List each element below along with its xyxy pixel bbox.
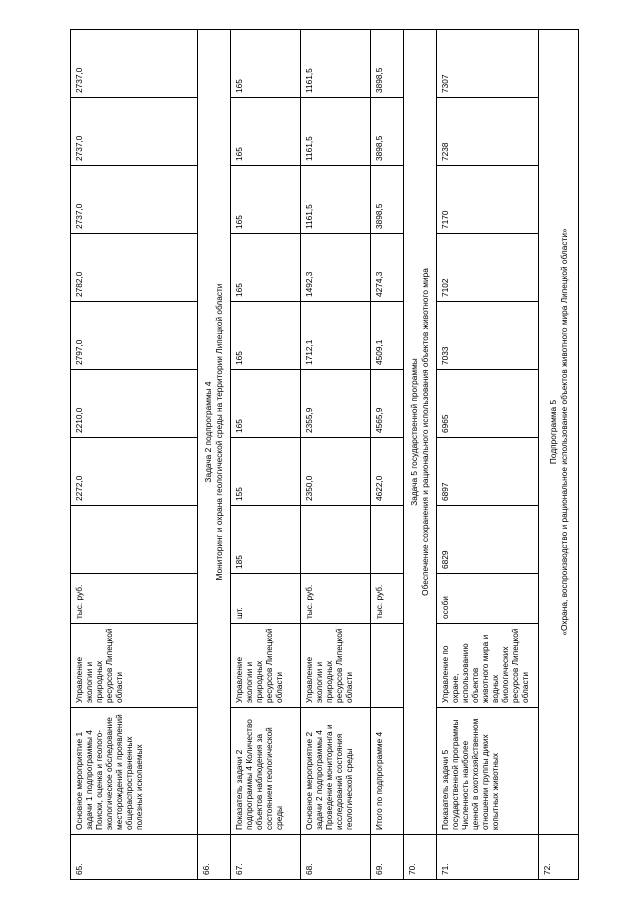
unit-of-measure: особи — [437, 574, 539, 624]
responsible-executor: Управление экологии и природных ресурсов Липецкой области — [231, 624, 301, 708]
year-value-cell: 165 — [231, 30, 301, 98]
year-value-cell: 185 — [231, 506, 301, 574]
year-value-cell: 4274,3 — [371, 234, 404, 302]
table-row — [198, 30, 231, 880]
year-value-cell: 1161,5 — [301, 166, 371, 234]
year-value-cell: 7033 — [437, 302, 539, 370]
year-value-cell: 2797,0 — [71, 302, 198, 370]
table-row — [539, 30, 579, 880]
indicators-table — [70, 29, 579, 880]
year-value-cell: 2272,0 — [71, 438, 198, 506]
year-value-cell: 2210,0 — [71, 370, 198, 438]
section-heading-line: Подпрограмма 5 — [547, 399, 558, 465]
unit-of-measure: тыс. руб. — [71, 574, 198, 624]
year-value-cell: 2350,0 — [301, 438, 371, 506]
year-value-cell: 165 — [231, 302, 301, 370]
year-value-cell: 6897 — [437, 438, 539, 506]
year-value-cell — [71, 506, 198, 574]
section-heading — [198, 30, 231, 835]
year-value-cell: 6965 — [437, 370, 539, 438]
year-value-cell — [301, 506, 371, 574]
year-value-cell: 165 — [231, 370, 301, 438]
year-value-cell: 165 — [231, 98, 301, 166]
indicator-name: Показатель задачи 5 государственной программы Численность наиболее ценной в охотхозяйственном отношении группы диких копытных животных — [437, 708, 539, 835]
responsible-executor — [371, 624, 404, 708]
year-value-cell: 4622,0 — [371, 438, 404, 506]
section-heading-line: Обеспечение сохранения и рационального использования объектов животного мира — [420, 268, 430, 596]
year-value-cell: 7307 — [437, 30, 539, 98]
year-value-cell: 155 — [231, 438, 301, 506]
indicator-name: Показатель задачи 2 подпрограммы 4 Количество объектов наблюдения за состоянием геологической среды — [231, 708, 301, 835]
indicator-name: Основное мероприятие 2 задачи 2 подпрограммы 4 Проведение мониторинга и исследований состояния геологической среды — [301, 708, 371, 835]
year-value-cell: 2737,0 — [71, 30, 198, 98]
year-value-cell: 7238 — [437, 98, 539, 166]
rotated-table-page — [70, 30, 640, 880]
responsible-executor: Управление экологии и природных ресурсов Липецкой области — [301, 624, 371, 708]
year-value-cell: 2782,0 — [71, 234, 198, 302]
row-number: 70. — [404, 835, 437, 880]
row-number: 69. — [371, 835, 404, 880]
table-row — [371, 30, 404, 880]
section-heading-line: Мониторинг и охрана геологической среды на территории Липецкой области — [214, 283, 224, 581]
row-number: 67. — [231, 835, 301, 880]
year-value-cell: 2737,0 — [71, 98, 198, 166]
unit-of-measure: тыс. руб. — [301, 574, 371, 624]
unit-of-measure: шт. — [231, 574, 301, 624]
section-heading-line: Задача 5 государственной программы — [409, 358, 419, 506]
year-value-cell: 165 — [231, 234, 301, 302]
year-value-cell: 3898,5 — [371, 30, 404, 98]
table-row — [437, 30, 539, 880]
year-value-cell: 1161,5 — [301, 30, 371, 98]
table-body — [71, 30, 579, 880]
responsible-executor: Управление экологии и природных ресурсов Липецкой области — [71, 624, 198, 708]
row-number: 65. — [71, 835, 198, 880]
year-value-cell: 4509,1 — [371, 302, 404, 370]
year-value-cell: 2355,9 — [301, 370, 371, 438]
year-value-cell: 7102 — [437, 234, 539, 302]
row-number: 72. — [539, 835, 579, 880]
row-number: 71. — [437, 835, 539, 880]
section-heading — [539, 30, 579, 835]
unit-of-measure: тыс. руб. — [371, 574, 404, 624]
table-row — [404, 30, 437, 880]
year-value-cell — [371, 506, 404, 574]
year-value-cell: 1712,1 — [301, 302, 371, 370]
table-row — [231, 30, 301, 880]
section-heading-line: «Охрана, воспроизводство и рациональное использование объектов животного мира Липецкой области» — [558, 228, 569, 636]
section-heading-line: Задача 2 подпрограммы 4 — [203, 381, 213, 483]
row-number: 68. — [301, 835, 371, 880]
year-value-cell: 2737,0 — [71, 166, 198, 234]
year-value-cell: 3898,5 — [371, 98, 404, 166]
year-value-cell: 4565,9 — [371, 370, 404, 438]
year-value-cell: 1161,5 — [301, 98, 371, 166]
responsible-executor: Управление по охране, использованию объектов животного мира и водных биологических ресурсов Липецкой области — [437, 624, 539, 708]
indicator-name: Итого по подпрограмме 4 — [371, 708, 404, 835]
year-value-cell: 165 — [231, 166, 301, 234]
year-value-cell: 7170 — [437, 166, 539, 234]
section-heading — [404, 30, 437, 835]
year-value-cell: 3898,5 — [371, 166, 404, 234]
row-number: 66. — [198, 835, 231, 880]
table-row — [301, 30, 371, 880]
year-value-cell: 1492,3 — [301, 234, 371, 302]
indicator-name: Основное мероприятие 1 задачи 1 подпрограммы 4 Поиски, оценка и геолого-экологическое обследование месторождений и проявлений общераспространенных полезных ископаемых — [71, 708, 198, 835]
table-row — [71, 30, 198, 880]
year-value-cell: 6829 — [437, 506, 539, 574]
